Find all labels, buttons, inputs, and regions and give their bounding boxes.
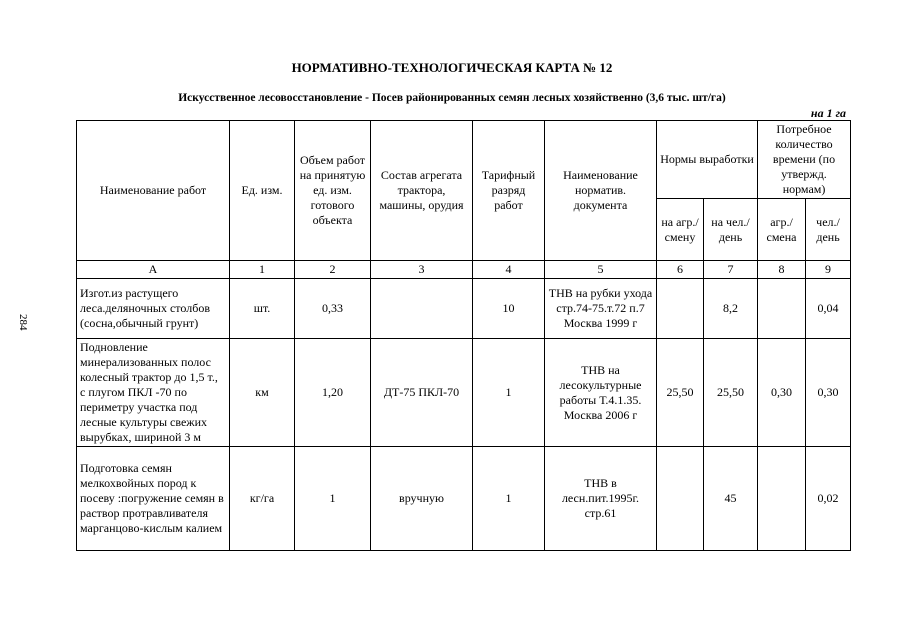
- norm-agr-cell: [657, 279, 704, 339]
- time-agr-cell: [758, 279, 806, 339]
- header-doc: Наименование норматив. документа: [545, 121, 657, 261]
- column-number: 5: [545, 261, 657, 279]
- composition-cell: [371, 279, 473, 339]
- tariff-cell: 1: [473, 339, 545, 447]
- table-row: [77, 339, 851, 447]
- composition-cell: вручную: [371, 447, 473, 551]
- column-number: 1: [230, 261, 295, 279]
- header-volume: Объем работ на принятую ед. изм. готового объекта: [295, 121, 371, 261]
- norm-chel-cell: 8,2: [704, 279, 758, 339]
- column-number: 4: [473, 261, 545, 279]
- unit-cell: шт.: [230, 279, 295, 339]
- doc-cell: ТНВ на лесокультурные работы Т.4.1.35. Москва 2006 г: [545, 339, 657, 447]
- header-norms-chel: на чел./ день: [704, 199, 758, 261]
- doc-cell: ТНВ в лесн.пит.1995г. стр.61: [545, 447, 657, 551]
- header-norms-agr: на агр./ смену: [657, 199, 704, 261]
- norm-chel-cell: 45: [704, 447, 758, 551]
- work-name-cell: Изгот.из растущего леса.деляночных столбов (сосна,обычный грунт): [77, 279, 230, 339]
- time-chel-cell: 0,04: [806, 279, 851, 339]
- header-tariff: Тарифный разряд работ: [473, 121, 545, 261]
- time-chel-cell: 0,30: [806, 339, 851, 447]
- table-row: [77, 279, 851, 339]
- page-subtitle: Искусственное лесовосстановление - Посев районированных семян лесных хозяйственно (3,6 тыс. шт/га): [178, 92, 726, 104]
- work-name-cell: Подновление минерализованных полос колесный трактор до 1,5 т., с плугом ПКЛ -70 по периметру участка под лесные культуры свежих вырубках, шириной 3 м: [77, 339, 230, 447]
- unit-note: на 1 га: [810, 106, 846, 120]
- volume-cell: 1,20: [295, 339, 371, 447]
- column-number: 3: [371, 261, 473, 279]
- header-norms: Нормы выработки: [657, 121, 758, 199]
- page-number: 284: [17, 314, 29, 331]
- table-row: [77, 447, 851, 551]
- norm-agr-cell: 25,50: [657, 339, 704, 447]
- time-chel-cell: 0,02: [806, 447, 851, 551]
- page-title: НОРМАТИВНО-ТЕХНОЛОГИЧЕСКАЯ КАРТА № 12: [291, 60, 613, 75]
- tariff-cell: 1: [473, 447, 545, 551]
- header-time-chel: чел./ день: [806, 199, 851, 261]
- work-name-cell: Подготовка семян мелкохвойных пород к посеву :погружение семян в раствор протравливателя марганцово-кислым калием: [77, 447, 230, 551]
- header-composition: Состав агрегата трактора, машины, орудия: [371, 121, 473, 261]
- composition-cell: ДТ-75 ПКЛ-70: [371, 339, 473, 447]
- column-number: 2: [295, 261, 371, 279]
- doc-cell: ТНВ на рубки ухода стр.74-75.т.72 п.7 Москва 1999 г: [545, 279, 657, 339]
- time-agr-cell: 0,30: [758, 339, 806, 447]
- norm-agr-cell: [657, 447, 704, 551]
- header-time: Потребное количество времени (по утвержд. нормам): [758, 121, 851, 199]
- header-unit: Ед. изм.: [230, 121, 295, 261]
- norms-table: [76, 120, 851, 551]
- volume-cell: 0,33: [295, 279, 371, 339]
- header-time-agr: агр./ смена: [758, 199, 806, 261]
- header-work-name: Наименование работ: [77, 121, 230, 261]
- column-number-row: [77, 261, 851, 279]
- column-number: 7: [704, 261, 758, 279]
- column-number: 6: [657, 261, 704, 279]
- norm-chel-cell: 25,50: [704, 339, 758, 447]
- column-number: 8: [758, 261, 806, 279]
- column-number: А: [77, 261, 230, 279]
- column-number: 9: [806, 261, 851, 279]
- volume-cell: 1: [295, 447, 371, 551]
- unit-cell: кг/га: [230, 447, 295, 551]
- time-agr-cell: [758, 447, 806, 551]
- unit-cell: км: [230, 339, 295, 447]
- tariff-cell: 10: [473, 279, 545, 339]
